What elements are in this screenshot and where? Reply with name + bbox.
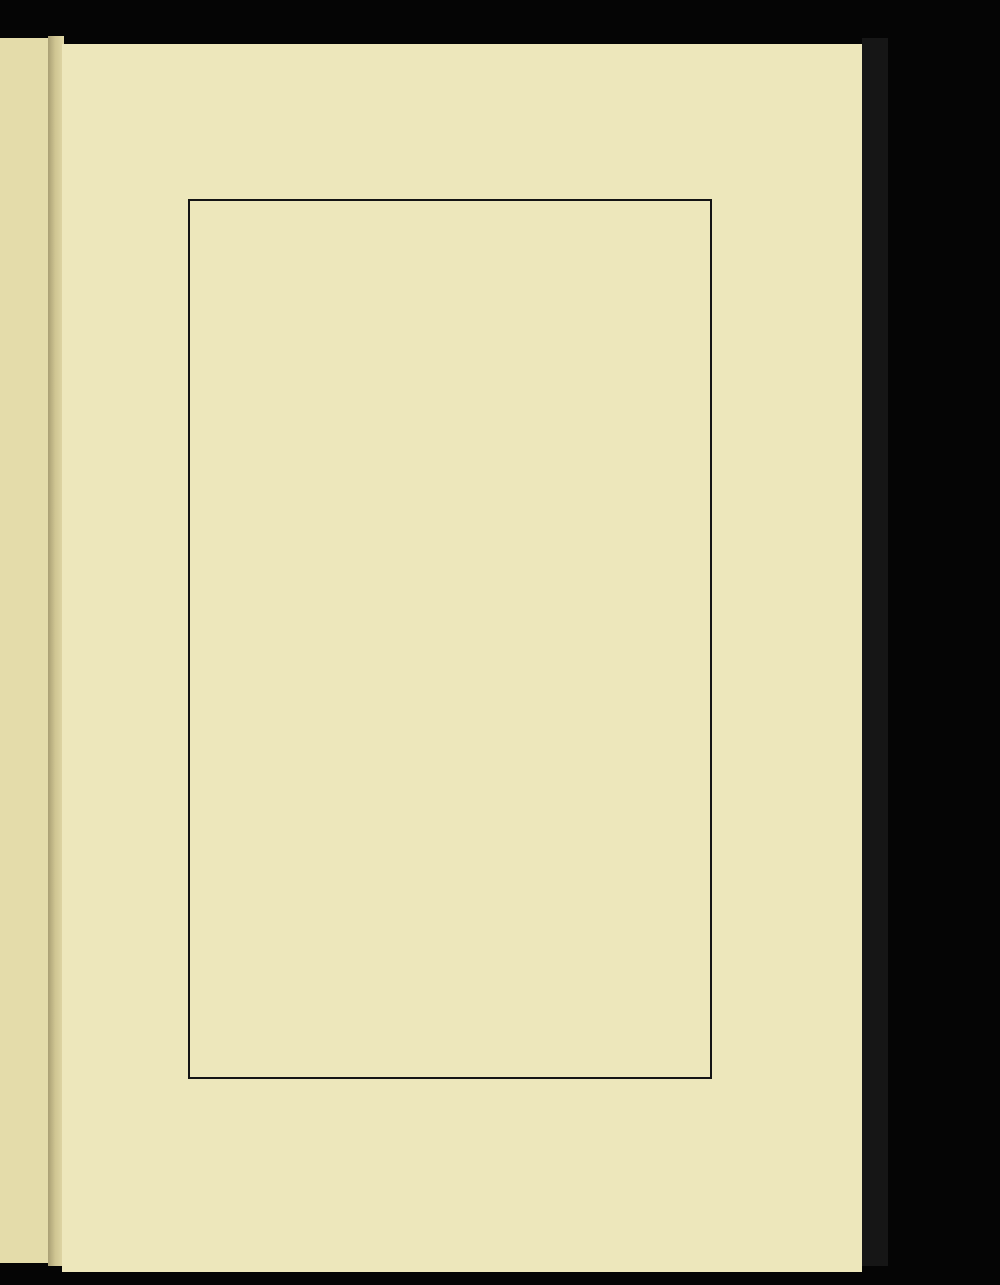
book-cover-edge [862,38,888,1266]
facing-page-edge [0,38,48,1263]
register-table-frame [188,199,712,1079]
